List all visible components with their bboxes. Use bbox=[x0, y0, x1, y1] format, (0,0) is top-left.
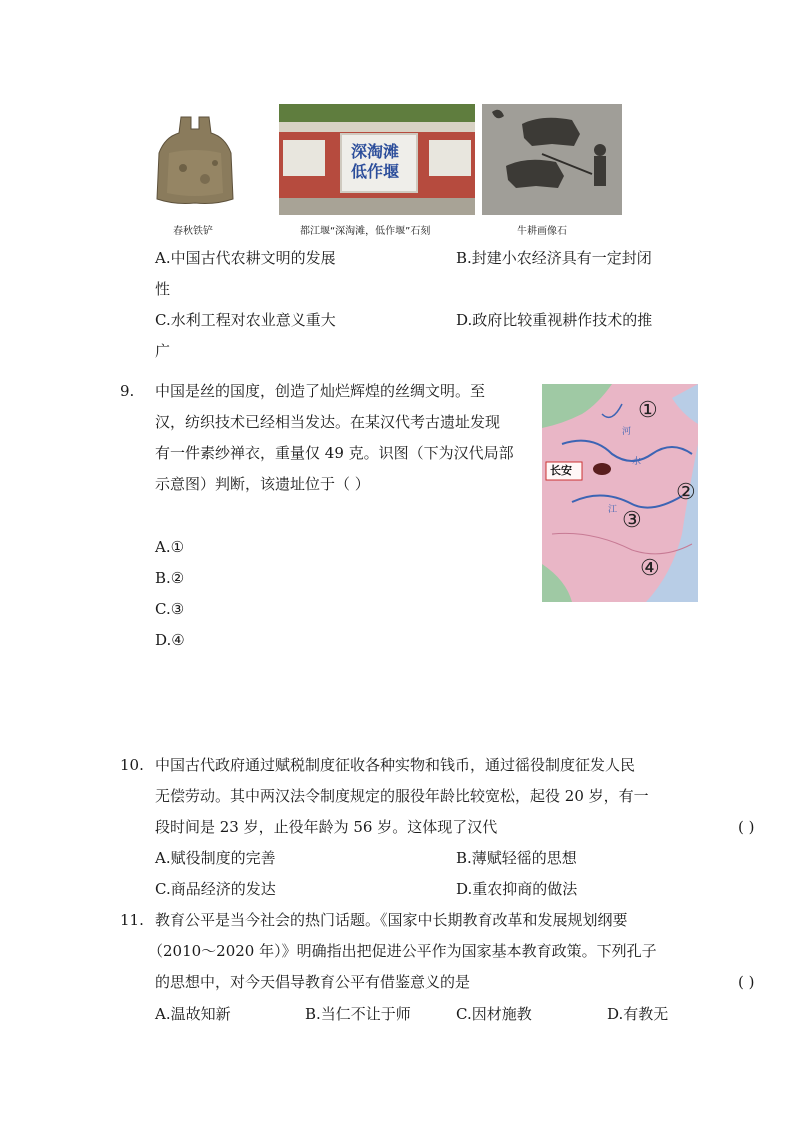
ox-caption: 牛耕画像石 bbox=[517, 226, 567, 237]
q11-option-a[interactable]: A.温故知新 bbox=[155, 1005, 231, 1023]
q10-answer-blank[interactable]: ( ) bbox=[738, 818, 755, 836]
q10-option-c[interactable]: C.商品经济的发达 bbox=[155, 880, 276, 898]
han-map-drawing bbox=[542, 384, 698, 602]
q10-option-b[interactable]: B.薄赋轻徭的思想 bbox=[456, 849, 577, 867]
q8-option-d-wrap: 广 bbox=[155, 342, 171, 360]
q11-option-d[interactable]: D.有教无 bbox=[607, 1005, 669, 1023]
shovel-image bbox=[155, 113, 235, 208]
map-marker-3: ③ bbox=[622, 508, 642, 533]
map-city-label: 长安 bbox=[550, 464, 572, 477]
q10-option-a[interactable]: A.赋役制度的完善 bbox=[155, 849, 276, 867]
q11-answer-blank[interactable]: ( ) bbox=[738, 973, 755, 991]
q10-number: 10. bbox=[120, 756, 144, 774]
q9-number: 9. bbox=[120, 382, 135, 400]
q8-option-b-wrap: 性 bbox=[155, 280, 171, 298]
q9-option-a[interactable]: A.① bbox=[155, 538, 185, 556]
q9-line-1: 中国是丝的国度，创造了灿烂辉煌的丝绸文明。至 bbox=[155, 382, 486, 400]
q10-line-1: 中国古代政府通过赋税制度征收各种实物和钱币，通过徭役制度征发人民 bbox=[155, 756, 636, 774]
map-marker-1: ① bbox=[638, 398, 658, 423]
ox-plough-relief bbox=[482, 104, 622, 215]
dujiangyan-caption: 都江堰“深淘滩，低作堰”石刻 bbox=[300, 226, 431, 237]
q9-line-2: 汉，纺织技术已经相当发达。在某汉代考古遗址发现 bbox=[155, 413, 501, 431]
map-river-jiang: 江 bbox=[608, 505, 618, 515]
q8-option-b[interactable]: B.封建小农经济具有一定封闭 bbox=[456, 249, 652, 267]
iron-shovel-illustration bbox=[155, 113, 235, 208]
q9-option-c[interactable]: C.③ bbox=[155, 600, 185, 618]
q8-option-a[interactable]: A.中国古代农耕文明的发展 bbox=[155, 249, 336, 267]
map-river-he: 河 bbox=[622, 427, 632, 437]
inscription-text: 深淘滩低作堰 bbox=[351, 142, 400, 181]
q11-number: 11. bbox=[120, 911, 144, 929]
han-map bbox=[542, 384, 698, 602]
q11-line-1: 教育公平是当今社会的热门话题。《国家中长期教育改革和发展规划纲要 bbox=[155, 911, 628, 929]
ox-plough-image bbox=[482, 104, 622, 215]
q9-line-4: 示意图）判断，该遗址位于（ ） bbox=[155, 475, 370, 493]
q9-option-b[interactable]: B.② bbox=[155, 569, 185, 587]
q11-option-b[interactable]: B.当仁不让于师 bbox=[305, 1005, 411, 1023]
shovel-caption: 春秋铁铲 bbox=[173, 226, 213, 237]
q10-line-3: 段时间是 23 岁，止役年龄为 56 岁。这体现了汉代 bbox=[155, 818, 498, 836]
map-marker-2: ② bbox=[676, 480, 696, 505]
map-river-shui: 水 bbox=[632, 457, 642, 467]
map-marker-4: ④ bbox=[640, 556, 660, 581]
q10-option-d[interactable]: D.重农抑商的做法 bbox=[456, 880, 578, 898]
q8-option-d[interactable]: D.政府比较重视耕作技术的推 bbox=[456, 311, 653, 329]
dujiangyan-image bbox=[279, 104, 475, 215]
q11-line-3: 的思想中，对今天倡导教育公平有借鉴意义的是 bbox=[155, 973, 471, 991]
q11-line-2: （2010～2020 年）》明确指出把促进公平作为国家基本教育政策。下列孔子 bbox=[148, 942, 657, 960]
q11-option-c[interactable]: C.因材施教 bbox=[456, 1005, 532, 1023]
q10-line-2: 无偿劳动。其中两汉法令制度规定的服役年龄比较宽松，起役 20 岁，有一 bbox=[155, 787, 649, 805]
q8-option-c[interactable]: C.水利工程对农业意义重大 bbox=[155, 311, 336, 329]
q9-option-d[interactable]: D.④ bbox=[155, 631, 185, 649]
q9-line-3: 有一件素纱禅衣，重量仅 49 克。识图（下为汉代局部 bbox=[155, 444, 514, 462]
